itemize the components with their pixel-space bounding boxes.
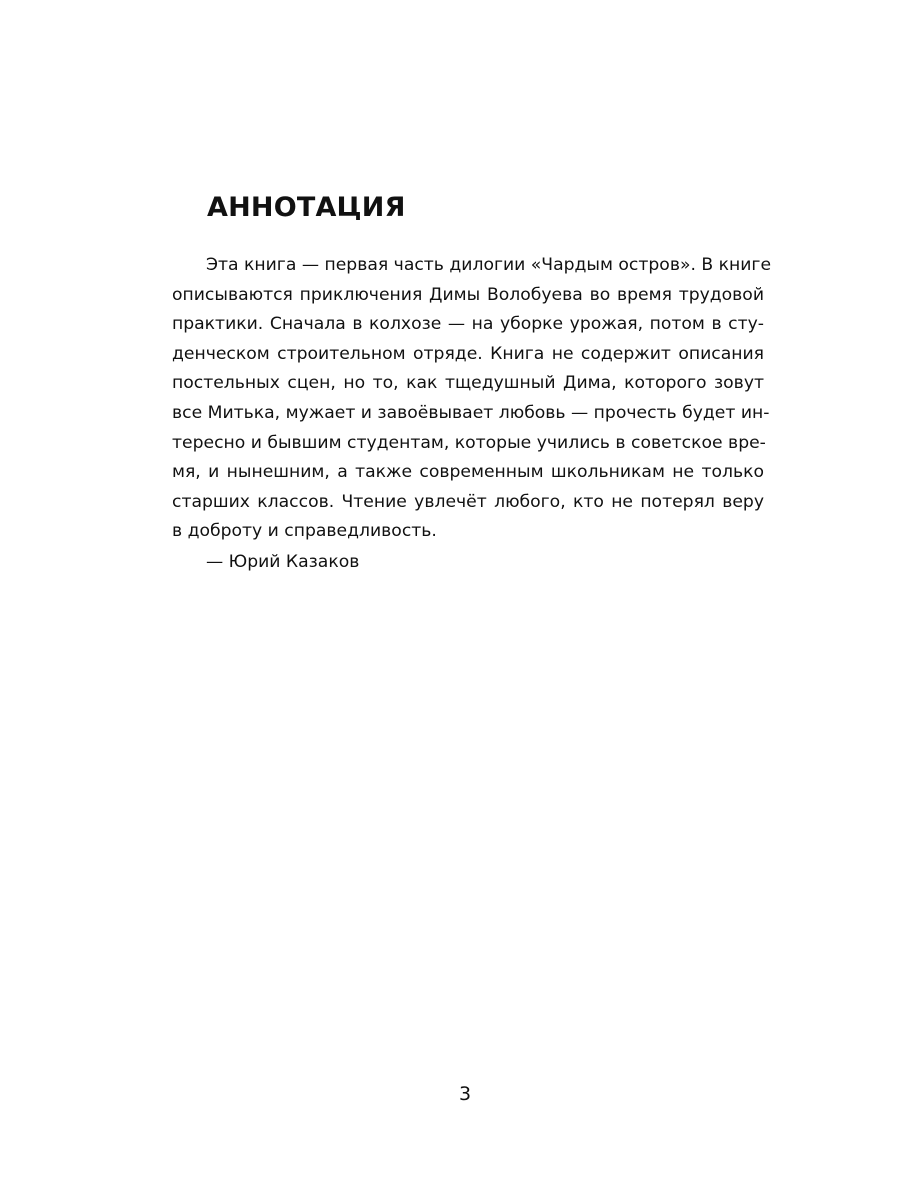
page-title: АННОТАЦИЯ (207, 192, 406, 223)
author-signature: — Юрий Казаков (206, 552, 360, 572)
paragraph-line: практики. Сначала в колхозе — на уборке урожая, потом в сту- (172, 314, 764, 335)
paragraph-line: мя, и нынешним, а также современным школьникам не только (172, 462, 764, 483)
paragraph-line: старших классов. Чтение увлечёт любого, кто не потерял веру (172, 491, 764, 512)
paragraph-line: описываются приключения Димы Волобуева во время трудовой (172, 284, 764, 305)
paragraph-line: все Митька, мужает и завоёвывает любовь — прочесть будет ин- (172, 402, 770, 423)
paragraph-line: тересно и бывшим студентам, которые учились в советское вре- (172, 432, 766, 453)
paragraph-line: в доброту и справедливость. (172, 521, 437, 542)
paragraph-line: Эта книга — первая часть дилогии «Чардым остров». В книге (206, 255, 772, 275)
paragraph-line: денческом строительном отряде. Книга не содержит описания (172, 343, 764, 364)
page-number: 3 (458, 1083, 472, 1105)
paragraph-line: постельных сцен, но то, как тщедушный Дима, которого зовут (172, 373, 764, 394)
annotation-paragraph (172, 251, 772, 547)
